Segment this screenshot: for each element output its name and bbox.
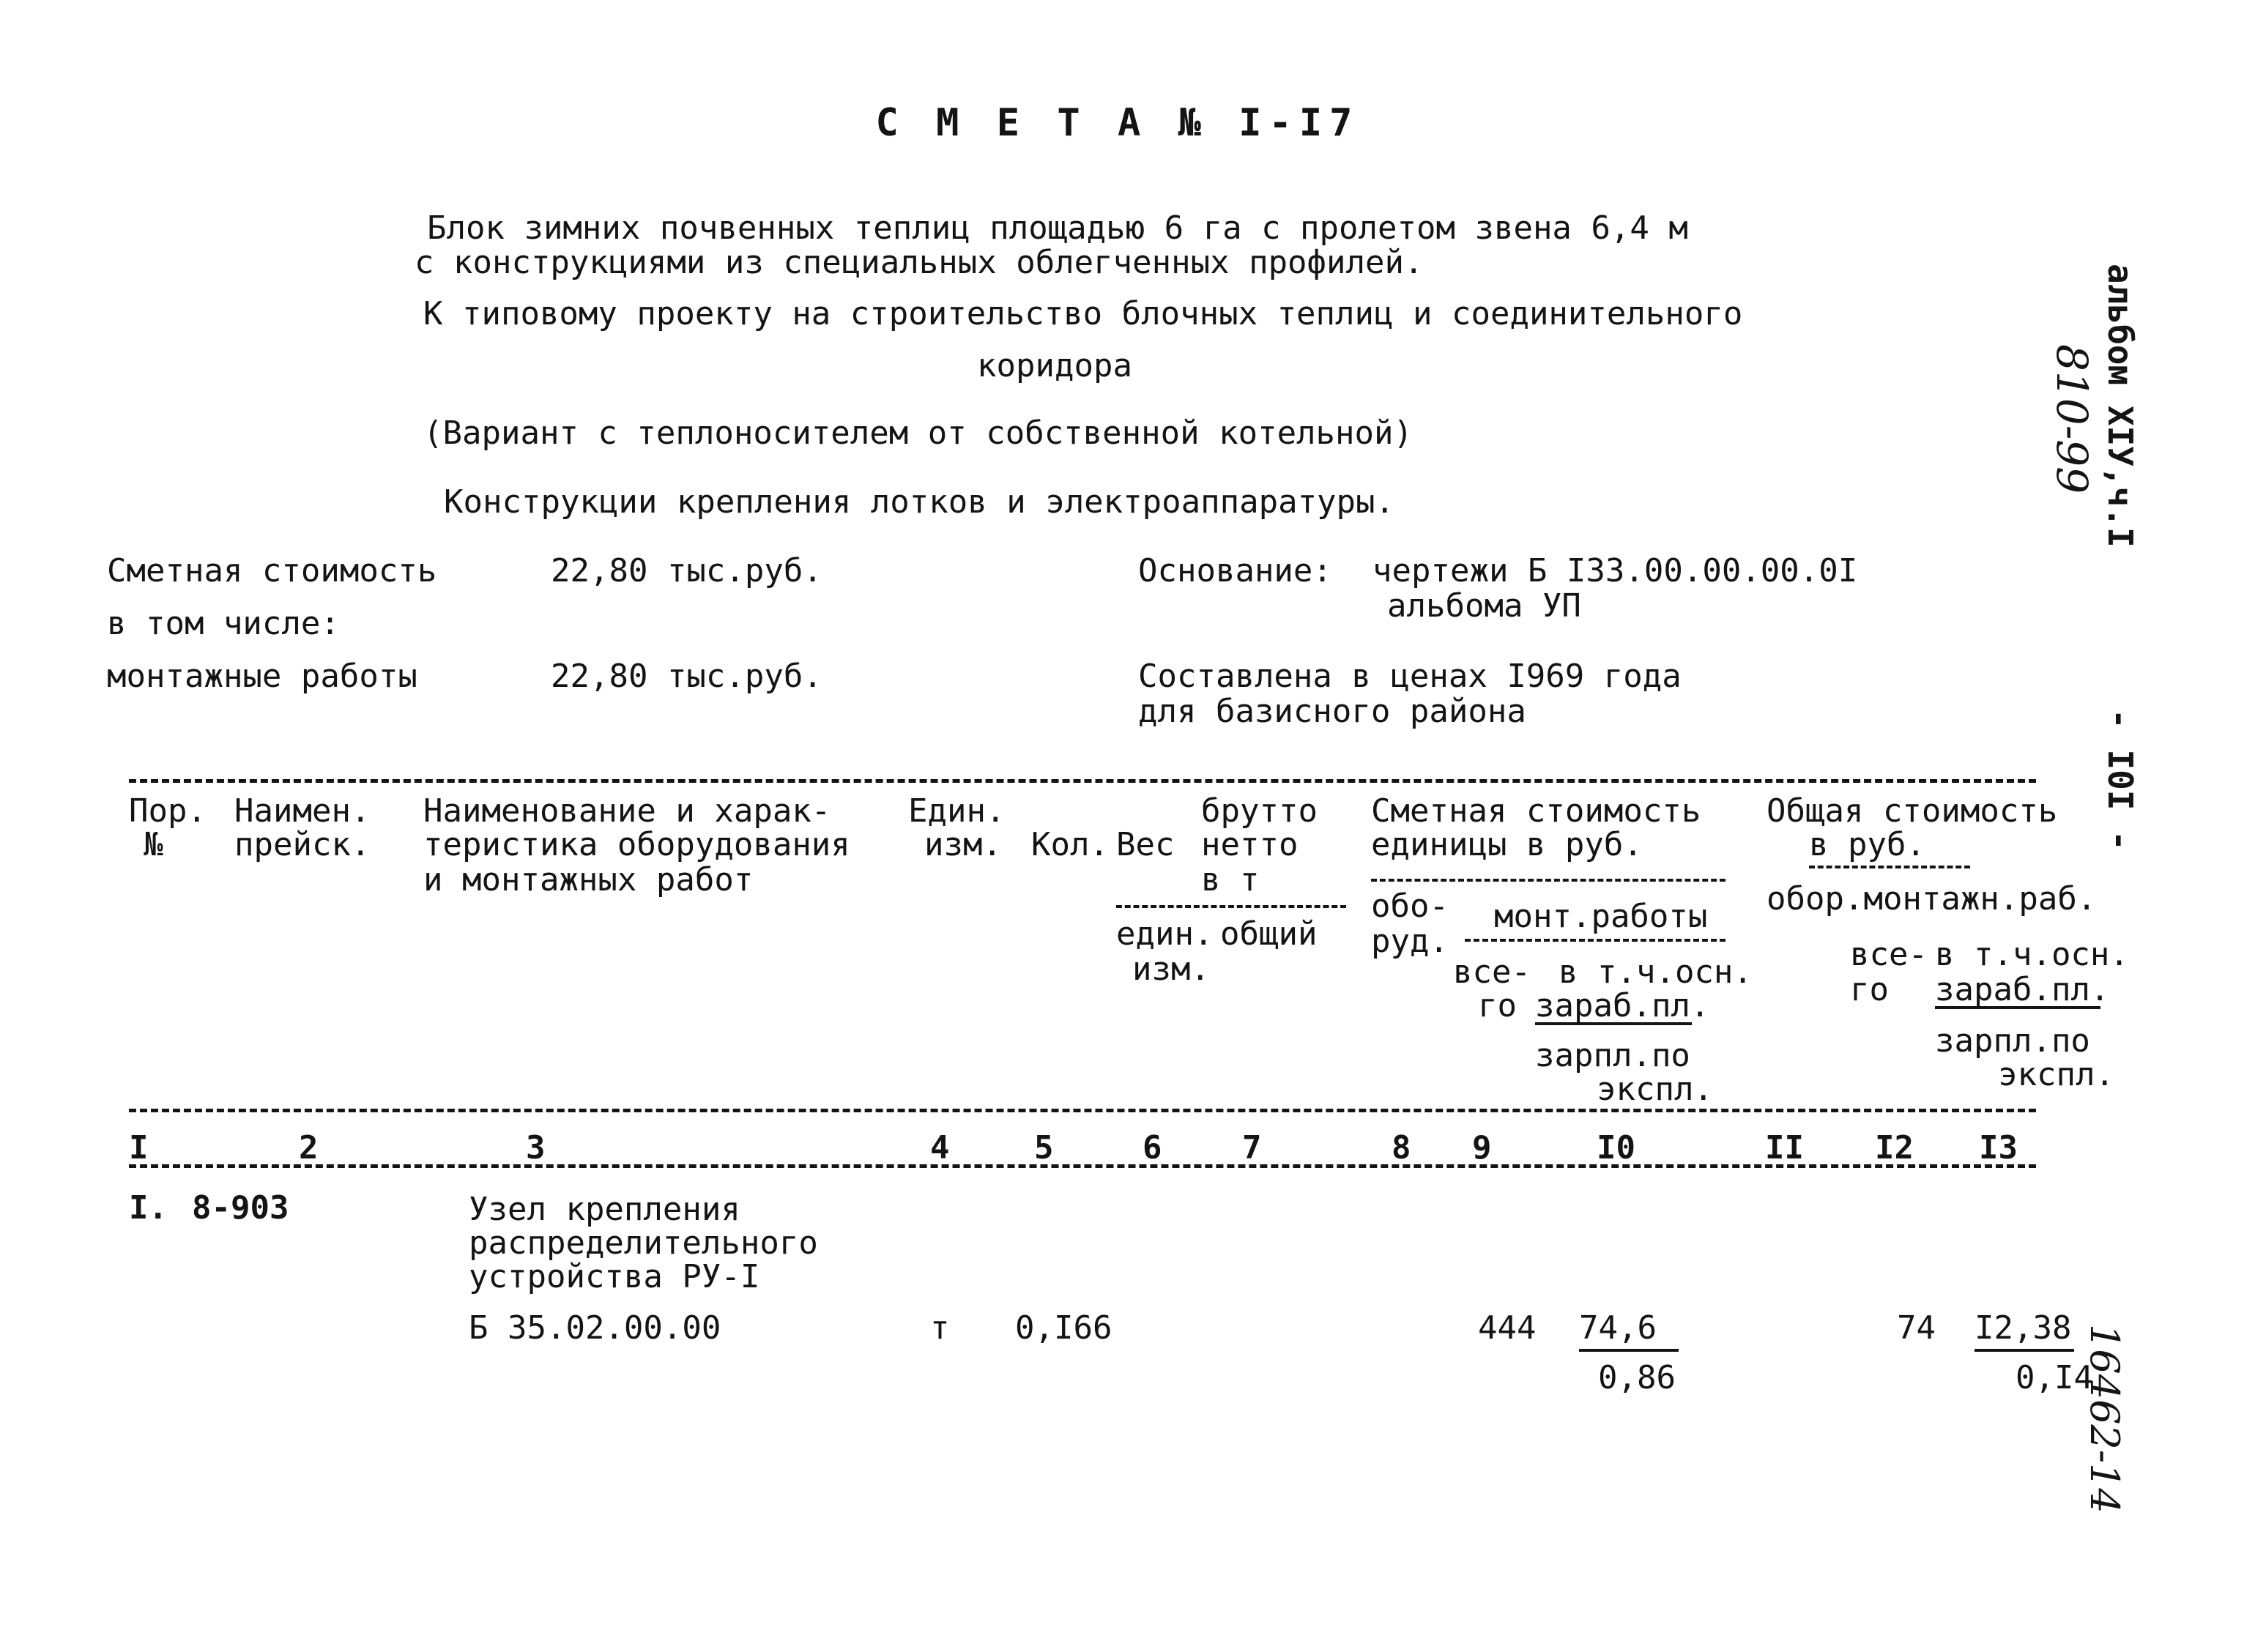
weight-sub-rule [1116,905,1346,908]
header-install-line1: монт.работы [1494,898,1708,935]
header-total-incl-line2: зараб.пл. [1935,971,2110,1008]
row-total-install: 74 [1897,1309,1936,1347]
description-line-2: с конструкциями из специальных облегченных профилей. [415,244,1424,281]
row-unit: т [930,1309,950,1347]
header-col3-line1: Наименование и харак- [423,792,831,830]
row-name-line1: Узел крепления [469,1191,740,1228]
basis-line-1: чертежи Б I33.00.00.00.0I [1372,552,1858,589]
row-qty: 0,I66 [1015,1309,1112,1347]
col-number-11: II [1765,1129,1804,1167]
col-number-3: 3 [526,1129,546,1167]
col-number-4: 4 [930,1129,950,1167]
header-col1-line2: № [144,826,163,863]
header-wage-line1: зарпл.по [1535,1037,1690,1074]
row-name-line3: устройства РУ-I [469,1258,760,1295]
variant-text: (Вариант с теплоносителем от собственной котельной) [423,414,1414,452]
description-line-3: К типовому проекту на строительство блочных теплиц и соединительного [423,295,1743,332]
subject-text: Конструкции крепления лотков и электроаппаратуры. [444,483,1395,521]
col-number-7: 7 [1242,1129,1262,1167]
header-weight-unit-line2: изм. [1132,950,1210,988]
header-weight-line1: брутто [1201,792,1318,830]
description-line-4: коридора [977,347,1132,384]
header-total-all-line2: го [1850,971,1889,1008]
header-unit-cost-line2: единицы в руб. [1371,826,1643,863]
row-drawing: Б 35.02.00.00 [469,1309,721,1347]
header-weight-unit-line1: един. [1116,915,1214,953]
total-install-wage-underline [1975,1349,2074,1352]
header-total-wage-line2: экспл. [1998,1056,2114,1093]
header-col1-line1: Пор. [129,792,207,830]
header-col2-line1: Наимен. [234,792,371,830]
col-number-12: I2 [1875,1129,1914,1167]
description-line-1: Блок зимних почвенных теплиц площадью 6 га с пролетом звена 6,4 м [427,209,1688,247]
header-incl-line2: зараб.пл. [1535,987,1710,1024]
header-incl-line1: в т.ч.осн. [1559,953,1753,991]
col-number-5: 5 [1034,1129,1054,1167]
header-wage-line2: экспл. [1597,1071,1713,1108]
header-total-wage-line1: зарпл.по [1935,1022,2090,1060]
col-number-10: I0 [1597,1129,1635,1167]
album-annotation: альбом XIУ,ч.I [2100,264,2140,548]
cost-value: 22,80 тыс.руб. [551,552,822,589]
total-incl-underline [1935,1006,2100,1009]
col-number-2: 2 [299,1129,319,1167]
row-name-line2: распределительного [469,1224,818,1262]
table-header-rule [129,1109,2036,1112]
header-col4-line1: Един. [908,792,1006,830]
header-weight-line2: нетто [1201,826,1299,863]
col-number-6: 6 [1143,1129,1162,1167]
header-col3-line3: и монтажных работ [423,861,754,898]
header-total-cost-line2: в руб. [1809,826,1925,863]
header-col5: Кол. [1031,826,1109,863]
inventory-annotation: 16462-14 [2081,1324,2128,1514]
prices-line-1: Составлена в ценах I969 года [1138,658,1682,695]
col-number-13: I3 [1979,1129,2018,1167]
incl-underline [1535,1022,1692,1025]
installation-label: монтажные работы [107,658,417,695]
header-col3-line2: теристика оборудования [423,826,850,863]
row-unit-install-wage: 74,6 [1579,1309,1657,1347]
header-weight-title: Вес [1116,826,1175,863]
including-label: в том числе: [107,605,340,642]
row-total-operation-wage: 0,I4 [2016,1359,2093,1396]
row-number: I. [129,1189,168,1227]
page-number: - I0I - [2100,709,2140,851]
header-equipment-line1: обо- [1371,888,1449,925]
header-col4-line2: изм. [924,826,1002,863]
install-sub-rule [1465,939,1725,942]
total-cost-sub-rule [1809,866,1970,868]
header-unit-cost-line1: Сметная стоимость [1371,792,1701,830]
col-number-rule [129,1164,2036,1168]
header-total-incl-line1: в т.ч.осн. [1935,936,2129,973]
col-number-9: 9 [1472,1129,1492,1167]
prices-line-2: для базисного района [1138,693,1526,730]
table-top-rule [129,779,2036,783]
unit-cost-sub-rule [1371,879,1725,882]
basis-label: Основание: [1138,552,1332,589]
header-total-sub: обор.монтажн.раб. [1767,880,2097,918]
header-total-all-line1: все- [1850,936,1928,973]
header-col2-line2: прейск. [234,826,371,863]
header-all-line1: все- [1453,953,1531,991]
basis-line-2: альбома УП [1387,587,1581,625]
header-equipment-line2: руд. [1371,923,1449,960]
row-total-install-wage: I2,38 [1975,1309,2072,1347]
document-title: С М Е Т А № I-I7 [875,101,1360,145]
header-all-line2: го [1478,987,1517,1024]
header-total-cost-line1: Общая стоимость [1767,792,2058,830]
col-number-1: I [129,1129,149,1167]
row-unit-install-total: 444 [1478,1309,1537,1347]
unit-install-wage-underline [1579,1349,1679,1352]
project-code-annotation: 810-99 [2047,344,2097,494]
header-weight-line3: в т [1201,861,1260,898]
installation-value: 22,80 тыс.руб. [551,658,822,695]
cost-label: Сметная стоимость [107,552,437,589]
row-unit-operation-wage: 0,86 [1598,1359,1676,1396]
row-price-ref: 8-903 [192,1189,289,1227]
header-weight-total: общий [1220,915,1318,953]
col-number-8: 8 [1392,1129,1411,1167]
